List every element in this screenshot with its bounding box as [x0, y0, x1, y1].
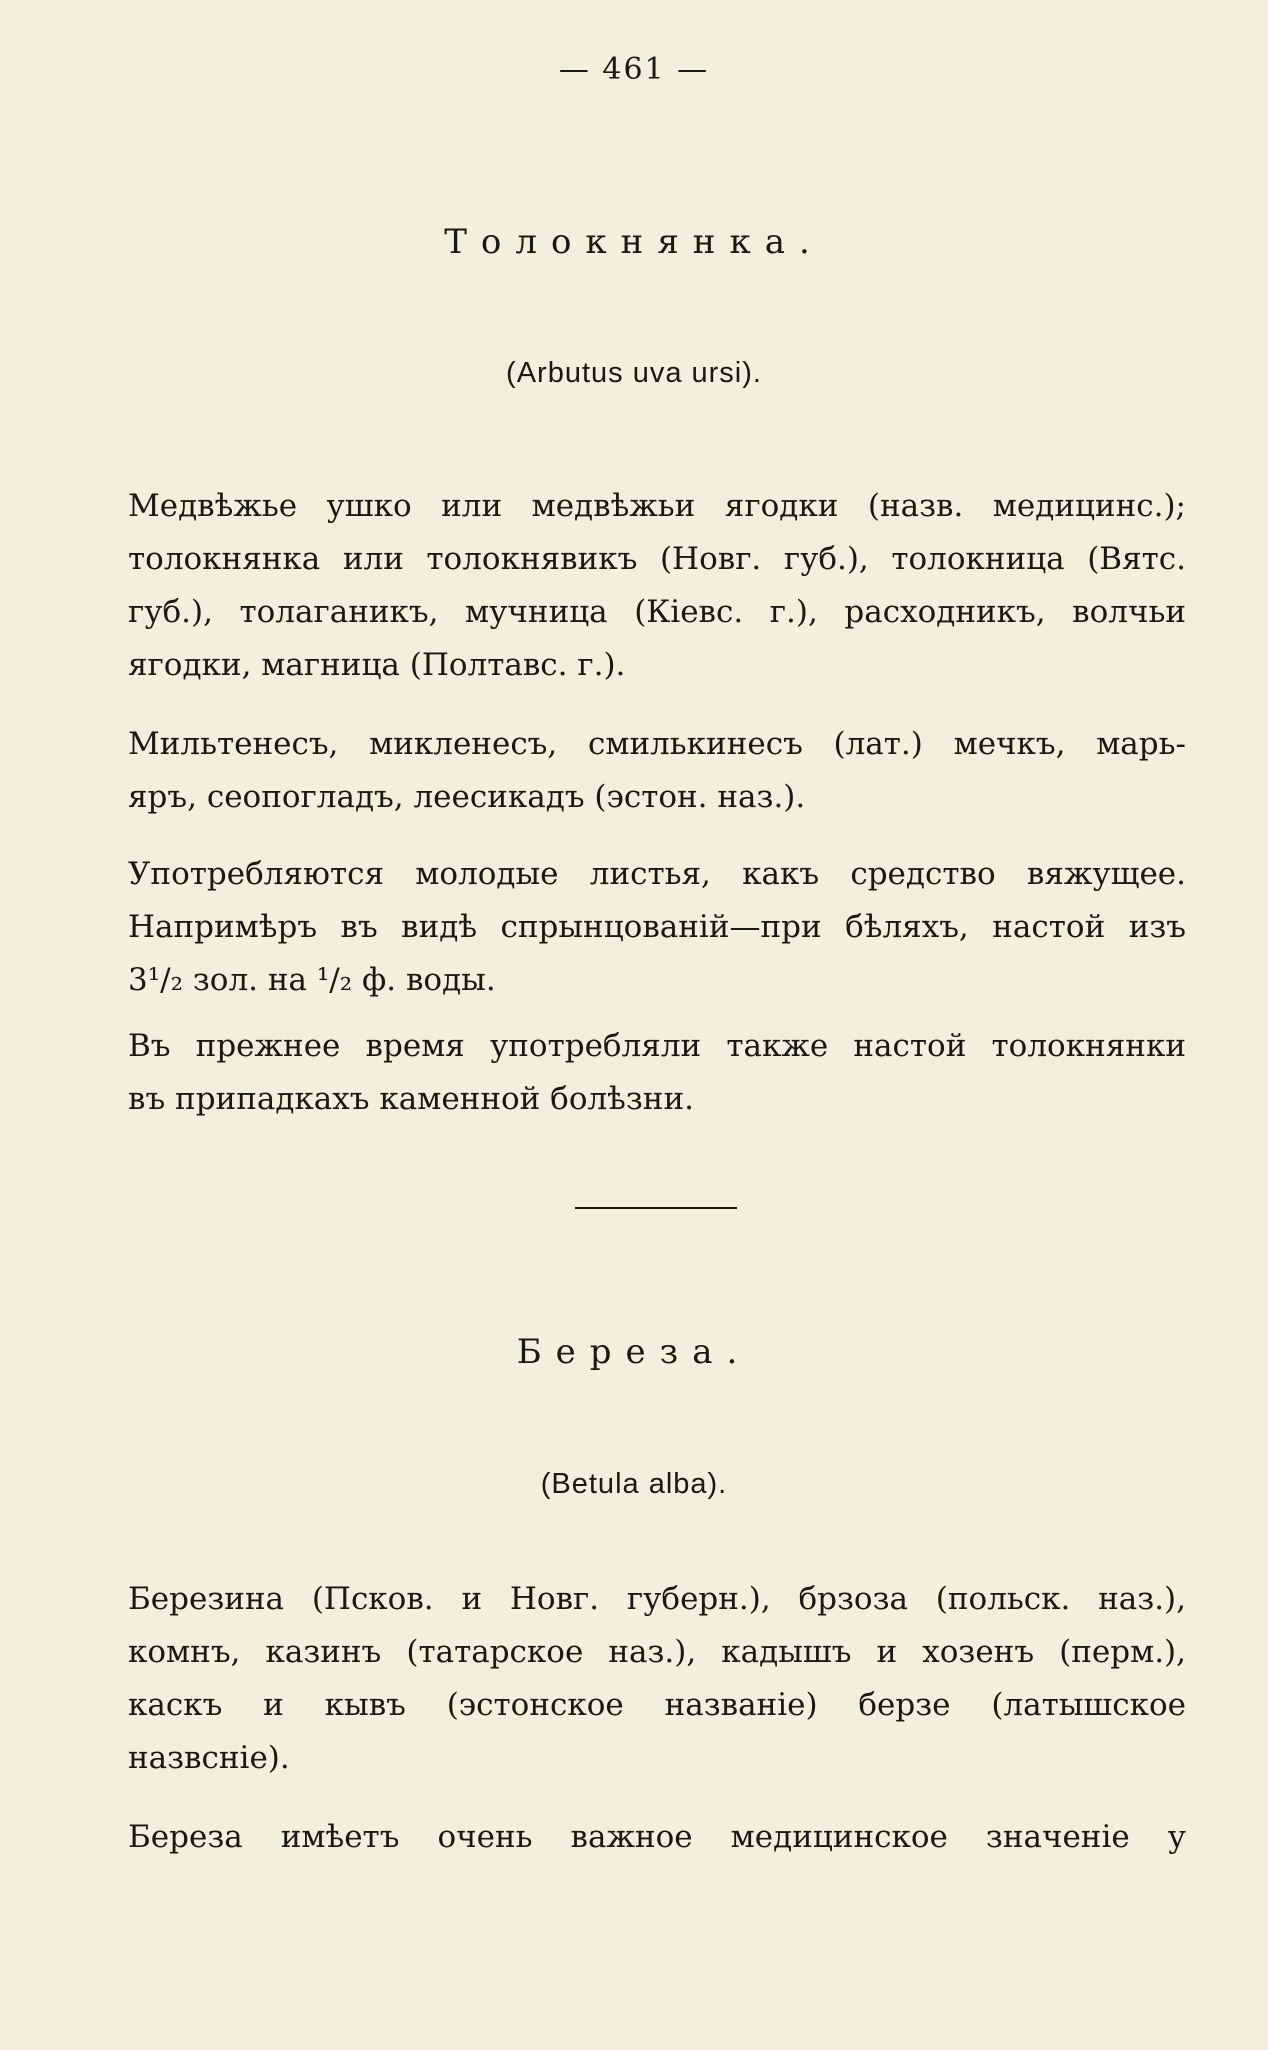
- text-line: Медвѣжье ушко или медвѣжьи ягодки (назв. медицинс.);: [128, 488, 1186, 524]
- text-line: Употребляются молодые листья, какъ средство вяжущее.: [128, 856, 1186, 892]
- text-line: назвсніе).: [128, 1740, 290, 1776]
- text-line: въ припадкахъ каменной болѣзни.: [128, 1081, 694, 1117]
- text-line: Березина (Псков. и Новг. губерн.), брзоза (польск. наз.),: [128, 1581, 1186, 1617]
- text-line: толокнянка или толокнявикъ (Новг. губ.), толокница (Вятс.: [128, 541, 1186, 577]
- latin-name-arbutus: (Arbutus uva ursi).: [506, 357, 762, 389]
- section-title-bereza: Береза.: [516, 1332, 752, 1372]
- page-number: — 461 —: [558, 52, 710, 87]
- text-line: губ.), толаганикъ, мучница (Кіевс. г.), расходникъ, волчьи: [128, 594, 1186, 630]
- text-line: Въ прежнее время употребляли также настой толокнянки: [128, 1028, 1186, 1064]
- text-line: ягодки, магница (Полтавс. г.).: [128, 647, 626, 683]
- paragraph-names-ru: [128, 480, 1186, 692]
- section-divider: [575, 1207, 737, 1209]
- latin-name-betula: (Betula alba).: [540, 1468, 728, 1500]
- paragraph-birch-medical: [128, 1811, 1186, 1864]
- text-line: каскъ и кывъ (эстонское названіе) берзе (латышское: [128, 1687, 1186, 1723]
- text-line: комнъ, казинъ (татарское наз.), кадышъ и хозенъ (перм.),: [128, 1634, 1186, 1670]
- text-line: Мильтенесъ, микленесъ, смилькинесъ (лат.) мечкъ, марь-: [128, 726, 1186, 762]
- section-title-tolokniyanka: Толокнянка.: [444, 222, 824, 262]
- paragraph-names-other: [128, 718, 1186, 824]
- text-line: 3¹/₂ зол. на ¹/₂ ф. воды.: [128, 962, 496, 998]
- text-line: Напримѣръ въ видѣ спрынцованій—при бѣляхъ, настой изъ: [128, 909, 1186, 945]
- paragraph-history: [128, 1020, 1186, 1126]
- text-line: Береза имѣетъ очень важное медицинское значеніе у: [128, 1819, 1186, 1855]
- paragraph-usage: [128, 848, 1186, 1007]
- paragraph-birch-names: [128, 1573, 1186, 1785]
- text-line: яръ, сеопогладъ, леесикадъ (эстон. наз.).: [128, 779, 806, 815]
